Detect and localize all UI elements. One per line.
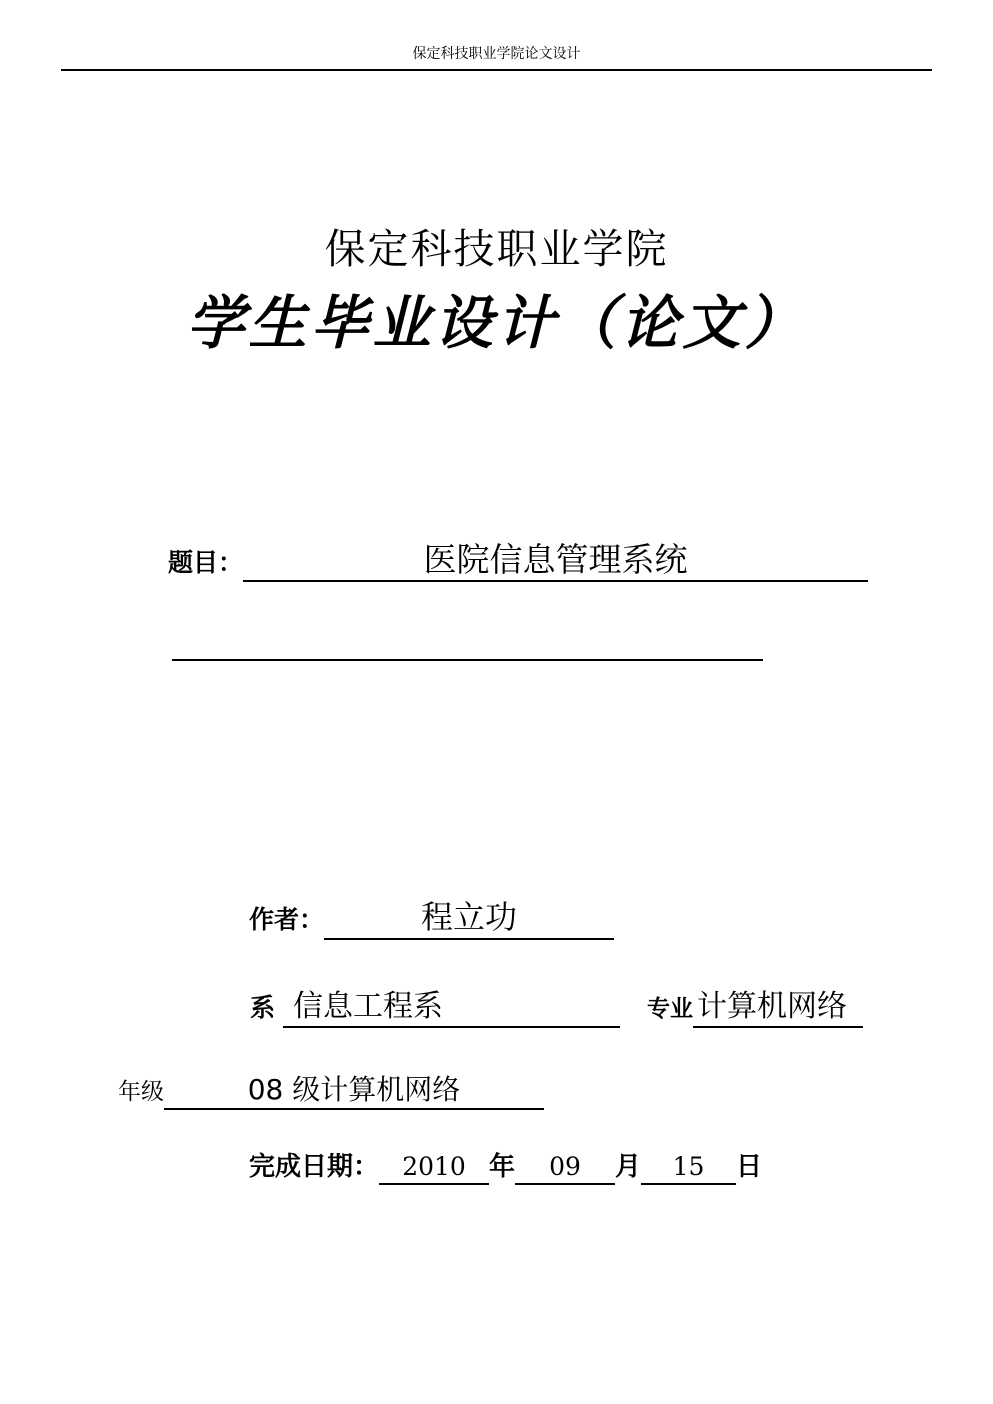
completion-date-field: [249, 1146, 762, 1185]
header-divider-rule: [61, 69, 932, 71]
month-unit-label: 月: [615, 1152, 642, 1182]
major-label: 专业: [647, 995, 693, 1022]
completion-month-value[interactable]: 09: [515, 1151, 615, 1185]
completion-year-value[interactable]: 2010: [379, 1151, 489, 1185]
grade-field: [118, 1072, 544, 1110]
author-field: [249, 896, 614, 940]
document-type-title: 学生毕业设计（论文）: [186, 289, 807, 357]
thesis-title-second-line[interactable]: [172, 659, 763, 661]
thesis-title-label: 题目：: [168, 548, 244, 577]
thesis-title-field: [168, 540, 868, 582]
day-unit-label: 日: [736, 1152, 763, 1182]
major-field: [647, 988, 863, 1028]
author-label: 作者：: [249, 905, 325, 934]
grade-label: 年级: [118, 1079, 164, 1105]
department-value[interactable]: 信息工程系: [283, 988, 620, 1028]
thesis-title-value[interactable]: 医院信息管理系统: [243, 540, 868, 582]
running-header-title: 保定科技职业学院论文设计: [412, 46, 581, 62]
department-field: [250, 988, 620, 1028]
grade-value[interactable]: 08 级计算机网络: [164, 1072, 544, 1110]
completion-day-value[interactable]: 15: [641, 1151, 736, 1185]
completion-date-label: 完成日期：: [249, 1152, 380, 1182]
department-label: 系: [250, 993, 276, 1022]
institution-name: 保定科技职业学院: [324, 225, 669, 273]
year-unit-label: 年: [489, 1152, 516, 1182]
author-value[interactable]: 程立功: [324, 896, 614, 940]
major-value[interactable]: 计算机网络: [693, 988, 863, 1028]
